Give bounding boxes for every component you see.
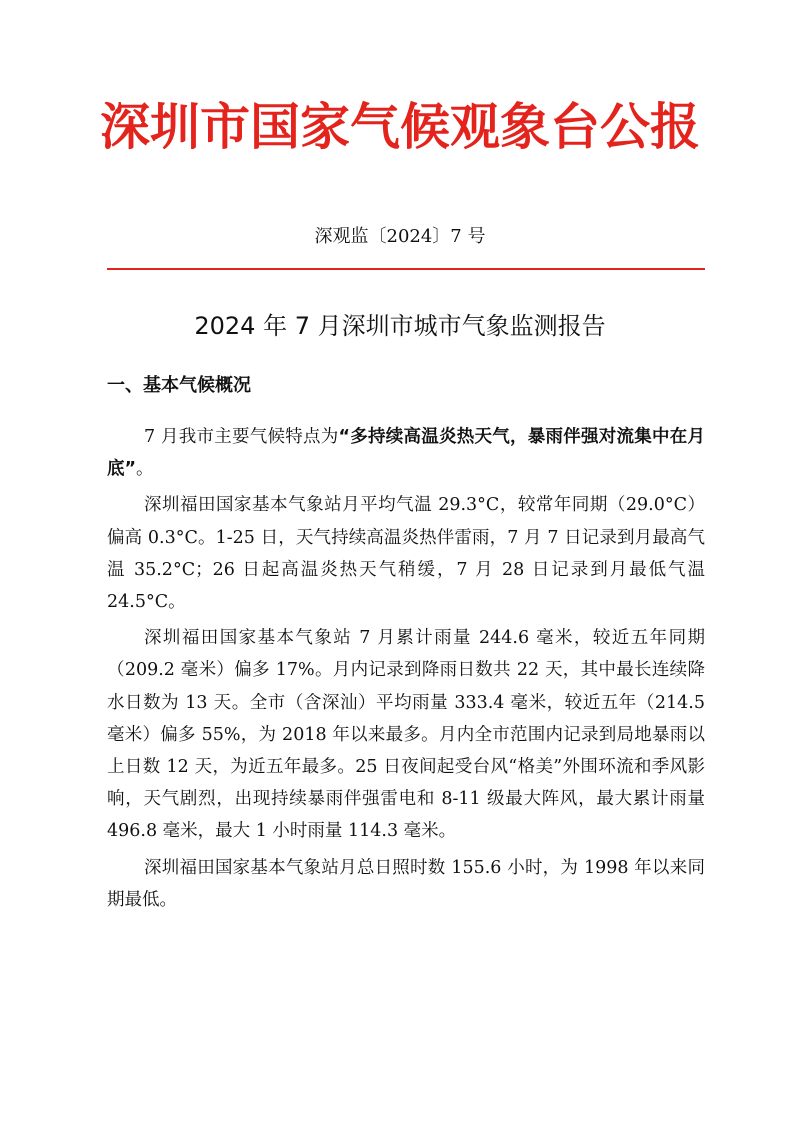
summary-emphasis: “多持续高温炎热天气，暴雨伴强对流集中在月底” <box>107 427 705 480</box>
summary-end: 。 <box>136 459 154 480</box>
masthead-divider <box>107 268 705 270</box>
report-title: 2024 年 7 月深圳市城市气象监测报告 <box>194 312 606 340</box>
paragraph-climate-summary <box>107 421 705 485</box>
paragraph-temperature: 深圳福田国家基本气象站月平均气温 29.3°C，较常年同期（29.0°C）偏高 0.3°C。1-25 日，天气持续高温炎热伴雷雨，7 月 7 日记录到月最高气温 35.2°C；26 日起高温炎热天气稍缓，7 月 28 日记录到月最低气温 24.5°C。 <box>107 495 705 613</box>
masthead-title: 深圳市国家气候观象台公报 <box>100 97 700 156</box>
paragraph-sunshine: 深圳福田国家基本气象站月总日照时数 155.6 小时，为 1998 年以来同期最低。 <box>107 857 705 910</box>
document-number: 深观监〔2024〕7 号 <box>314 226 486 247</box>
section-heading: 一、基本气候概况 <box>107 375 251 396</box>
paragraph-rainfall: 深圳福田国家基本气象站 7 月累计雨量 244.6 毫米，较近五年同期（209.2 毫米）偏多 17%。月内记录到降雨日数共 22 天，其中最长连续降水日数为 13 天。全市（含深汕）平均雨量 333.4 毫米，较近五年（214.5 毫米）偏多 55%，为 2018 年以来最多。月内全市范围内记录到局地暴雨以上日数 12 天，为近五年最多。25 日夜间起受台风“格美”外围环流和季风影响，天气剧烈，出现持续暴雨伴强雷电和 8-11 级最大阵风，最大累计雨量 496.8 毫米，最大 1 小时雨量 114.3 毫米。 <box>107 628 705 842</box>
summary-lead: 7 月我市主要气候特点为 <box>144 427 339 447</box>
section-body <box>107 421 705 916</box>
